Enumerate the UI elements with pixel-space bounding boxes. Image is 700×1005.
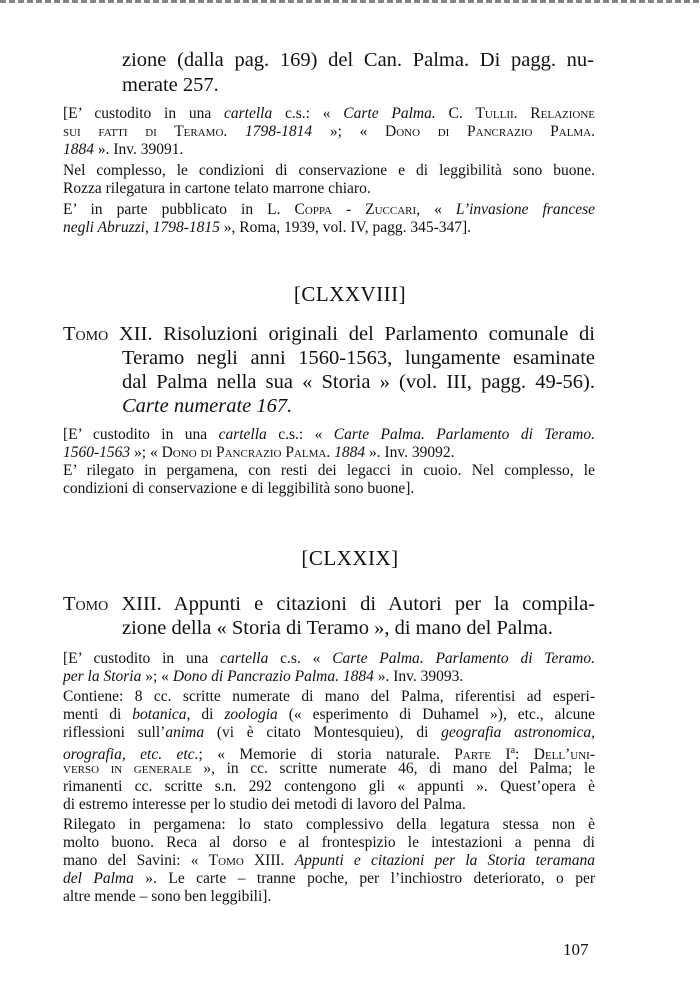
entry-title-line: Tomo XII. Risoluzioni originali del Parlamento comunale di xyxy=(63,323,595,345)
note-line: Rozza rilegatura in cartone telato marrone chiaro. xyxy=(63,180,371,197)
entry-title-line: zione della « Storia di Teramo », di mano del Palma. xyxy=(122,617,553,639)
page-number: 107 xyxy=(563,940,589,959)
note-line: 1884 ». Inv. 39091. xyxy=(63,141,184,158)
note-line: [E’ custodito in una cartella c.s.: « Carte Palma. C. Tullii. Relazione xyxy=(63,105,596,122)
continuation-line-1: zione (dalla pag. 169) del Can. Palma. Di pagg. nu- xyxy=(122,49,594,71)
note-line: del Palma ». Le carte – tranne poche, per l’inchiostro deteriorato, o per xyxy=(63,870,595,887)
note-line: rimanenti cc. scritte s.n. 292 contengono gli « appunti ». Quest’opera è xyxy=(63,778,595,795)
note-line: sui fatti di Teramo. 1798-1814 »; « Dono di Pancrazio Palma. xyxy=(63,123,596,140)
scan-border-line xyxy=(0,0,700,3)
section-heading: [CLXXVIII] xyxy=(293,282,407,306)
note-line: Nel complesso, le condizioni di conservazione e di leggibilità sono buone. xyxy=(63,162,595,179)
note-line: riflessioni sull’anima (vi è citato Montesquieu), di geografia astronomica, xyxy=(63,724,595,741)
note-line: per la Storia »; « Dono di Pancrazio Palma. 1884 ». Inv. 39093. xyxy=(63,668,464,685)
note-line: Contiene: 8 cc. scritte numerate di mano del Palma, riferentisi ad esperi- xyxy=(63,688,595,705)
note-line: [E’ custodito in una cartella c.s.: « Carte Palma. Parlamento di Teramo. xyxy=(63,426,595,443)
note-line: condizioni di conservazione e di leggibilità sono buone]. xyxy=(63,480,415,497)
note-line: E’ rilegato in pergamena, con resti dei legacci in cuoio. Nel complesso, le xyxy=(63,462,595,479)
note-line: 1560-1563 »; « Dono di Pancrazio Palma. 1884 ». Inv. 39092. xyxy=(63,444,455,461)
note-line: Rilegato in pergamena: lo stato complessivo della legatura stessa non è xyxy=(63,816,595,833)
note-line: [E’ custodito in una cartella c.s. « Carte Palma. Parlamento di Teramo. xyxy=(63,650,595,667)
note-line: altre mende – sono ben leggibili]. xyxy=(63,888,272,905)
note-line: orografia, etc. etc.; « Memorie di storia naturale. Parte $I^a$: Dell’uni- xyxy=(63,745,595,764)
section-heading: [CLXXIX] xyxy=(301,546,399,570)
entry-title-line: Teramo negli anni 1560-1563, lungamente esaminate xyxy=(122,347,595,369)
note-line: menti di botanica, di zoologia (« esperimento di Duhamel »), etc., alcune xyxy=(63,706,596,723)
continuation-line-2: merate 257. xyxy=(122,74,219,96)
entry-title-line: Tomo XIII. Appunti e citazioni di Autori per la compila- xyxy=(63,593,595,615)
note-line: di estremo interesse per lo studio dei metodi di lavoro del Palma. xyxy=(63,796,466,813)
note-line: negli Abruzzi, 1798-1815 », Roma, 1939, vol. IV, pagg. 345-347]. xyxy=(63,219,472,236)
note-line: verso in generale », in cc. scritte numerate 46, di mano del Palma; le xyxy=(63,760,596,777)
note-line: mano del Savini: « Tomo XIII. Appunti e citazioni per la Storia teramana xyxy=(63,852,595,869)
entry-title-line: dal Palma nella sua « Storia » (vol. III, pagg. 49-56). xyxy=(122,371,595,393)
entry-title-line: Carte numerate 167. xyxy=(122,395,293,417)
note-line: molto buono. Reca al dorso e al frontespizio le intestazioni a penna di xyxy=(63,834,595,851)
note-line: E’ in parte pubblicato in L. Coppa - Zuccari, « L’invasione francese xyxy=(63,201,596,218)
